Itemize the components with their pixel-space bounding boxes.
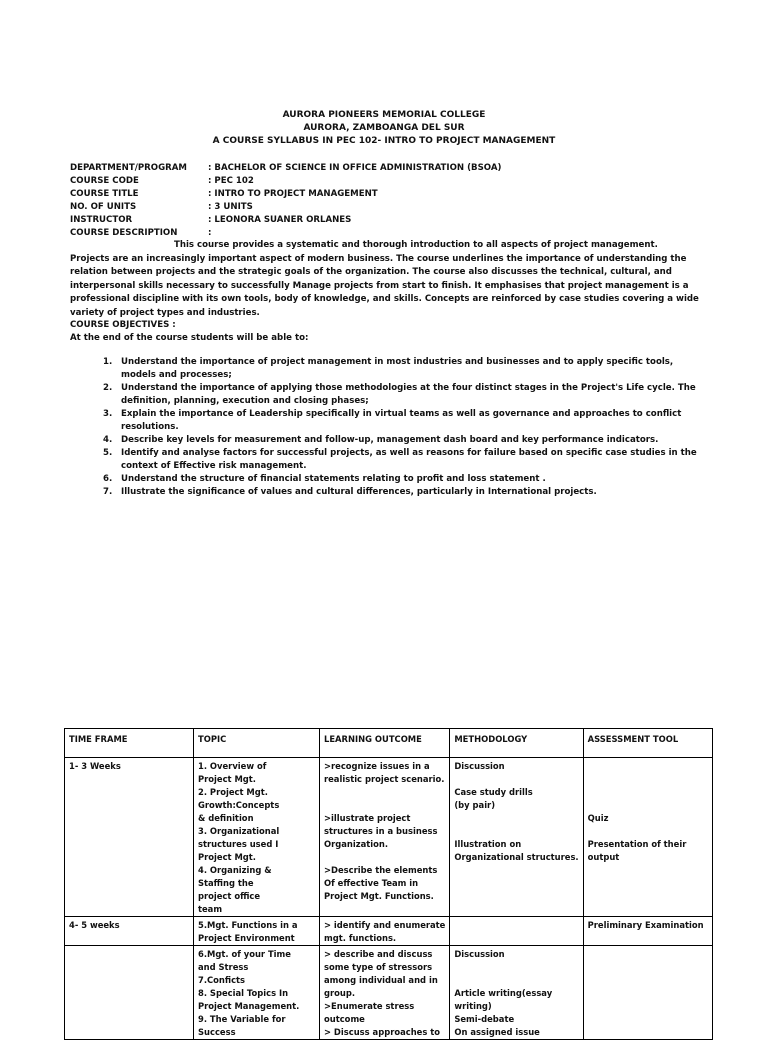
topic-cell <box>194 758 320 917</box>
cell-line <box>588 948 708 961</box>
table-row <box>65 946 713 1040</box>
assessment-tool-cell <box>583 917 712 946</box>
column-header-methodology: METHODOLOGY <box>450 729 583 758</box>
topic-cell <box>194 946 320 1040</box>
info-label: COURSE TITLE <box>70 189 139 199</box>
objective-item <box>103 356 703 382</box>
table-header-row <box>65 729 713 758</box>
course-description-text: This course provides a systematic and thorough introduction to all aspects of project management. Projects are an increasingly important aspect of modern business. The course underlines the importance of understanding the relation between projects and the strategic goals of the organization. The course also discusses the technical, cultural, and interpersonal skills necessary to successfully Manage projects from start to finish. It emphasises that project management is a professional discipline with its own tools, body of knowledge, and skills. Concepts are reinforced by case studies covering a wide variety of project types and industries. <box>70 240 699 318</box>
cell-line: 6.Mgt. of your Time <box>198 949 291 959</box>
objective-text: Understand the importance of project management in most industries and businesses and to apply specific tools, models and processes; <box>121 357 674 380</box>
time-frame-cell <box>65 758 194 917</box>
cell-line: >Describe the elements <box>324 865 438 875</box>
cell-line: 2. Project Mgt. <box>198 787 268 797</box>
objective-item <box>103 382 703 408</box>
cell-line: Project Mgt. <box>198 852 256 862</box>
assessment-tool-cell <box>583 758 712 917</box>
info-value: : PEC 102 <box>208 176 254 186</box>
cell-line: 5.Mgt. Functions in a <box>198 920 298 930</box>
course-info <box>70 162 501 240</box>
objective-number: 7. <box>103 487 113 497</box>
column-header-learning-outcome: LEARNING OUTCOME <box>320 729 450 758</box>
objective-item <box>103 434 703 447</box>
cell-line: Growth:Concepts <box>198 800 280 810</box>
column-header-topic: TOPIC <box>194 729 320 758</box>
objective-number: 2. <box>103 383 113 393</box>
cell-line: Discussion <box>454 949 505 959</box>
cell-line: > describe and discuss <box>324 949 433 959</box>
objective-number: 1. <box>103 357 113 367</box>
time-frame-cell <box>65 917 194 946</box>
cell-line: >Enumerate stress <box>324 1001 415 1011</box>
cell-line <box>454 773 578 786</box>
cell-line: Of effective Team in <box>324 878 419 888</box>
cell-line <box>588 773 708 786</box>
cell-line: Organizational structures. <box>454 852 579 862</box>
cell-line: 1- 3 Weeks <box>69 761 121 771</box>
objective-text: Describe key levels for measurement and follow-up, management dash board and key performance indicators. <box>121 435 659 445</box>
objective-item <box>103 447 703 473</box>
cell-line <box>454 812 578 825</box>
cell-line: > identify and enumerate <box>324 920 446 930</box>
cell-line: Organization. <box>324 839 389 849</box>
cell-line: 4- 5 weeks <box>69 920 120 930</box>
cell-line: On assigned issue <box>454 1027 540 1037</box>
cell-line: Article writing(essay <box>454 988 553 998</box>
objectives-heading <box>70 319 308 345</box>
cell-line: and Stress <box>198 962 249 972</box>
cell-line: 1. Overview of <box>198 761 267 771</box>
info-label: DEPARTMENT/PROGRAM <box>70 163 187 173</box>
cell-line: writing) <box>454 1001 492 1011</box>
objective-number: 4. <box>103 435 113 445</box>
info-value: : <box>208 228 212 238</box>
cell-line <box>324 851 445 864</box>
syllabus-table-body <box>65 758 713 1040</box>
cell-line: Semi-debate <box>454 1014 515 1024</box>
info-value: : INTRO TO PROJECT MANAGEMENT <box>208 189 378 199</box>
cell-line: project office <box>198 891 261 901</box>
info-label: NO. OF UNITS <box>70 202 137 212</box>
cell-line: Success <box>198 1027 236 1037</box>
cell-line: mgt. functions. <box>324 933 397 943</box>
objective-text: Understand the structure of financial statements relating to profit and loss statement . <box>121 474 546 484</box>
cell-line <box>588 786 708 799</box>
cell-line: some type of stressors <box>324 962 433 972</box>
cell-line: among individual and in <box>324 975 438 985</box>
cell-line <box>454 961 578 974</box>
cell-line: structures used I <box>198 839 279 849</box>
objective-number: 6. <box>103 474 113 484</box>
cell-line: Presentation of their <box>587 839 687 849</box>
cell-line <box>324 786 445 799</box>
cell-line: Project Mgt. Functions. <box>324 891 434 901</box>
cell-line <box>588 760 708 773</box>
methodology-cell <box>450 917 583 946</box>
info-row <box>70 162 501 175</box>
table-row <box>65 758 713 917</box>
table-row <box>65 917 713 946</box>
info-row <box>70 188 501 201</box>
cell-line: structures in a business <box>324 826 438 836</box>
assessment-tool-cell <box>583 946 712 1040</box>
learning-outcome-cell <box>320 917 450 946</box>
learning-outcome-cell <box>320 946 450 1040</box>
methodology-cell <box>450 946 583 1040</box>
cell-line: realistic project scenario. <box>324 774 445 784</box>
objective-text: Identify and analyse factors for successful projects, as well as reasons for failure based on specific case studies in the context of Effective risk management. <box>121 448 697 471</box>
cell-line: Project Mgt. <box>198 774 256 784</box>
cell-line: outcome <box>324 1014 365 1024</box>
cell-line: > Discuss approaches to <box>324 1027 440 1037</box>
cell-line <box>588 825 708 838</box>
college-location: AURORA, ZAMBOANGA DEL SUR <box>303 123 465 133</box>
objectives-title: COURSE OBJECTIVES : <box>70 320 176 330</box>
info-row <box>70 175 501 188</box>
cell-line: output <box>587 852 620 862</box>
document-header <box>0 109 768 148</box>
info-value: : BACHELOR OF SCIENCE IN OFFICE ADMINISTRATION (BSOA) <box>208 163 502 173</box>
cell-line: team <box>198 904 223 914</box>
cell-line: Project Management. <box>198 1001 300 1011</box>
cell-line: (by pair) <box>454 800 496 810</box>
objective-text: Illustrate the significance of values and cultural differences, particularly in International projects. <box>121 487 597 497</box>
cell-line <box>324 799 445 812</box>
cell-line: Illustration on <box>454 839 522 849</box>
column-header-assessment-tool: ASSESSMENT TOOL <box>583 729 712 758</box>
info-label: COURSE CODE <box>70 176 139 186</box>
objective-item <box>103 408 703 434</box>
cell-line: 7.Conficts <box>198 975 246 985</box>
methodology-cell <box>450 758 583 917</box>
time-frame-cell <box>65 946 194 1040</box>
objectives-list <box>103 356 703 499</box>
objective-item <box>103 473 703 486</box>
course-description <box>70 239 700 320</box>
cell-line: 4. Organizing & <box>198 865 272 875</box>
cell-line: Project Environment <box>198 933 295 943</box>
objective-number: 3. <box>103 409 113 419</box>
cell-line: & definition <box>198 813 254 823</box>
cell-line: Case study drills <box>454 787 533 797</box>
objectives-intro: At the end of the course students will be able to: <box>70 333 309 343</box>
column-header-time-frame: TIME FRAME <box>65 729 194 758</box>
cell-line <box>454 974 578 987</box>
objective-text: Understand the importance of applying those methodologies at the four distinct stages in the Project's Life cycle. The definition, planning, execution and closing phases; <box>121 383 696 406</box>
info-label: COURSE DESCRIPTION <box>70 228 178 238</box>
cell-line: >recognize issues in a <box>324 761 430 771</box>
objective-item <box>103 486 703 499</box>
cell-line: Preliminary Examination <box>587 920 704 930</box>
info-value: : LEONORA SUANER ORLANES <box>208 215 352 225</box>
info-value: : 3 UNITS <box>208 202 253 212</box>
cell-line <box>454 825 578 838</box>
objective-number: 5. <box>103 448 113 458</box>
info-row <box>70 214 501 227</box>
cell-line: 9. The Variable for <box>198 1014 286 1024</box>
info-row <box>70 201 501 214</box>
learning-outcome-cell <box>320 758 450 917</box>
cell-line <box>588 799 708 812</box>
objective-text: Explain the importance of Leadership specifically in virtual teams as well as governance and approaches to conflict resolutions. <box>121 409 682 432</box>
cell-line: Staffing the <box>198 878 254 888</box>
cell-line: Discussion <box>454 761 505 771</box>
cell-line <box>454 919 578 932</box>
syllabus-title: A COURSE SYLLABUS IN PEC 102- INTRO TO PROJECT MANAGEMENT <box>212 136 556 146</box>
syllabus-table <box>64 728 713 1040</box>
cell-line: group. <box>324 988 356 998</box>
cell-line: 8. Special Topics In <box>198 988 289 998</box>
college-name: AURORA PIONEERS MEMORIAL COLLEGE <box>282 110 486 120</box>
topic-cell <box>194 917 320 946</box>
cell-line: Quiz <box>587 813 609 823</box>
cell-line: >illustrate project <box>324 813 411 823</box>
info-label: INSTRUCTOR <box>70 215 133 225</box>
cell-line: 3. Organizational <box>198 826 280 836</box>
